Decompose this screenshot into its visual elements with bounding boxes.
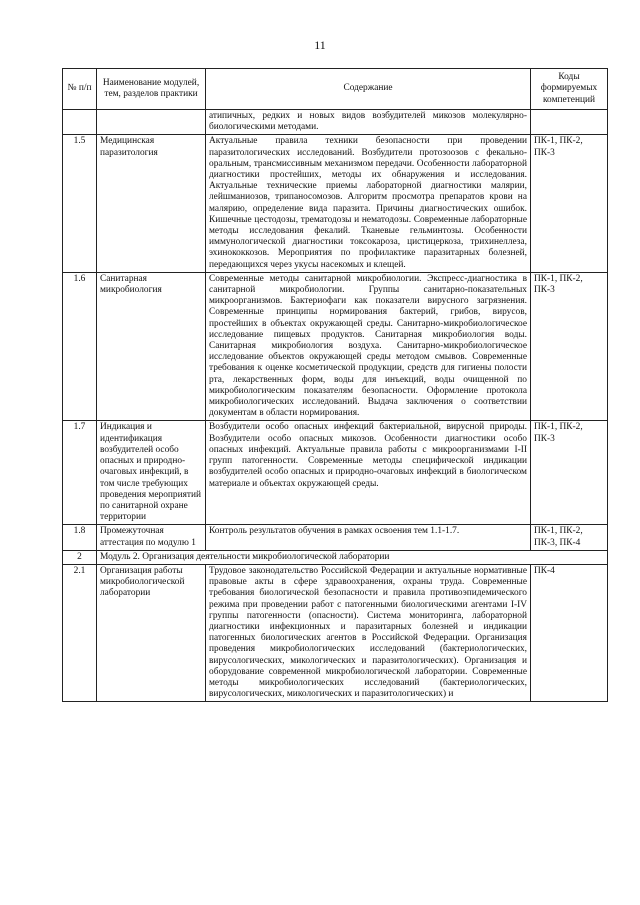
page-number: 11 (314, 38, 326, 52)
row-content: Возбудители особо опасных инфекций бактериальной, вирусной природы. Возбудители особо опасных микозов. Особенности диагностики особо опасных инфекций. Актуальные правила работы с микроорганизмами I-II групп патогенности. Современные методы специфической индикации возбудителей особо опасных и природно-очаговых инфекций в биологическом материале и объектах окружающей среды. (206, 421, 531, 525)
header-content: Содержание (206, 69, 531, 110)
row-content: Контроль результатов обучения в рамках освоения тем 1.1-1.7. (206, 525, 531, 550)
row-num: 1.8 (63, 525, 97, 550)
table-row (63, 272, 608, 421)
row-content: Трудовое законодательство Российской Федерации и актуальные нормативные правовые акты в сфере здравоохранения, охраны труда. Современные требования биологической безопасности и правила противоэпидемического режима при проведении работ с патогенными биологическими агентами I-IV группы патогенности (опасности). Система мониторинга, лабораторной диагностики инфекционных и паразитарных болезней и индикации патогенных биологических агентов в Российской Федерации. Организация проведения микробиологических исследований (бактериологических, вирусологических, микологических и паразитологических). Организация и оборудование современной микробиологической лаборатории. Современные методы микробиологических исследований (бактериологических, вирусологических, микологических и паразитологических) и (206, 564, 531, 701)
table-row-continuation (63, 110, 608, 135)
row-name: Промежуточная аттестация по модулю 1 (97, 525, 206, 550)
row-name: Санитарная микробиология (97, 272, 206, 421)
table-header (63, 69, 608, 110)
row-codes: ПК-1, ПК-2, ПК-3 (531, 135, 608, 272)
row-codes: ПК-1, ПК-2, ПК-3, ПК-4 (531, 525, 608, 550)
row-name: Медицинская паразитология (97, 135, 206, 272)
header-codes: Коды формируемых компетенций (531, 69, 608, 110)
row-codes: ПК-4 (531, 564, 608, 701)
row-codes: ПК-1, ПК-2, ПК-3 (531, 272, 608, 421)
table-row (63, 564, 608, 701)
row-num: 2.1 (63, 564, 97, 701)
module-row (63, 550, 608, 564)
row-name: Организация работы микробиологической лаборатории (97, 564, 206, 701)
row-name: Индикация и идентификация возбудителей особо опасных и природно-очаговых инфекций, в том числе требующих проведения мероприятий по санитарной охране территории (97, 421, 206, 525)
curriculum-table (62, 68, 608, 702)
module-num: 2 (63, 550, 97, 564)
row-num: 1.5 (63, 135, 97, 272)
row-num: 1.7 (63, 421, 97, 525)
row-content: Актуальные правила техники безопасности при проведении паразитологических исследований. Возбудители протозоозов с фекально-оральным, трансмиссивным механизмом передачи. Особенности лабораторной диагностики простейших, методы их обнаружения и исследования. Актуальные технические приемы лабораторной диагностики малярии, лейшманиозов, трипаносомозов. Алгоритм просмотра препаратов крови на малярию, определение вида паразита. Причины диагностических ошибок. Кишечные цестодозы, трематодозы и нематодозы. Современные лабораторные методы исследования фекалий. Тканевые гельминтозы. Особенности иммунологической диагностики токсокароза, цистицеркоза, трихинеллеза, эхинококкозов. Мероприятия по профилактике паразитарных болезней, передающихся через укусы насекомых и клещей. (206, 135, 531, 272)
header-num: № п/п (63, 69, 97, 110)
continuation-text: атипичных, редких и новых видов возбудителей микозов молекулярно-биологическими методами. (206, 110, 531, 135)
row-num: 1.6 (63, 272, 97, 421)
table-row (63, 525, 608, 550)
row-codes: ПК-1, ПК-2, ПК-3 (531, 421, 608, 525)
header-name: Наименование модулей, тем, разделов практики (97, 69, 206, 110)
table-row (63, 421, 608, 525)
table-row (63, 135, 608, 272)
row-content: Современные методы санитарной микробиологии. Экспресс-диагностика в санитарной микробиологии. Группы санитарно-показательных микроорганизмов. Бактериофаги как показатели вирусного загрязнения. Современные принципы нормирования бактерий, грибов, вирусов, простейших в объектах окружающей среды. Санитарно-микробиологическое исследование пищевых продуктов. Санитарная микробиология воды. Санитарная микробиология воздуха. Санитарно-микробиологическое исследование объектов окружающей среды методом смывов. Современные требования к оценке косметической продукции, средств для гигиены полости рта, лекарственных форм, воды для инъекций, воды очищенной по микробиологическим показателям безопасности. Оформление протокола микробиологических исследований. Выдача заключения о соответствии документам в области нормирования. (206, 272, 531, 421)
module-title: Модуль 2. Организация деятельности микробиологической лаборатории (97, 550, 608, 564)
